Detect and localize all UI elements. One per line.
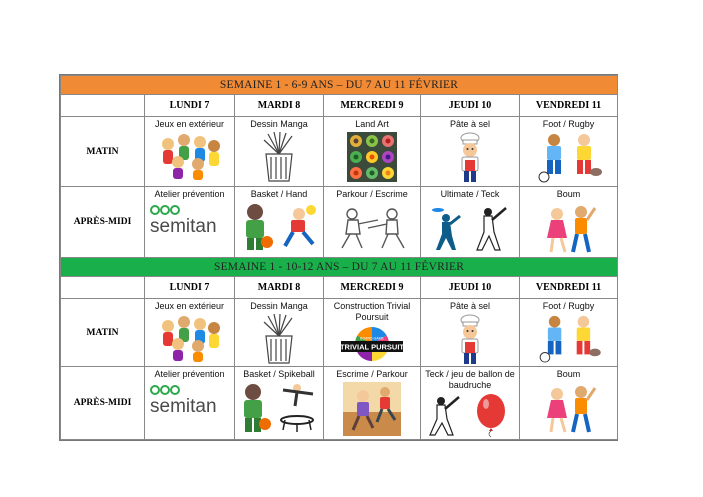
activity-label: Escrime / Parkour: [336, 369, 408, 379]
activity-cell: [520, 117, 618, 187]
activity-label: Land Art: [355, 119, 389, 129]
parkour-icon: [343, 382, 401, 436]
activity-label: Jeux en extérieur: [154, 301, 225, 311]
activity-label: Dessin Manga: [250, 119, 308, 129]
activity-cell: [145, 117, 235, 187]
activity-cell: [421, 117, 520, 187]
land-art-mosaic-icon: [347, 132, 397, 182]
activity-cell: [235, 367, 324, 440]
semitan-logo: [148, 382, 232, 416]
football-players-icon: [534, 132, 604, 184]
activity-cell: [145, 299, 235, 367]
activity-label: Teck / jeu de ballon de baudruche: [425, 369, 515, 390]
activity-cell: [421, 187, 520, 258]
row-label-apres-midi: APRÈS-MIDI: [61, 367, 145, 440]
row-label-matin: MATIN: [61, 299, 145, 367]
activity-cell: [324, 367, 421, 440]
activity-label: Pâte à sel: [449, 119, 491, 129]
activity-label: Parkour / Escrime: [336, 189, 408, 199]
activity-cell: [324, 299, 421, 367]
red-balloon-icon: [425, 393, 515, 437]
activity-cell: [421, 367, 520, 440]
football-players-icon: [534, 314, 604, 364]
day-header: MERCREDI 9: [324, 95, 421, 117]
activity-label: Basket / Spikeball: [243, 369, 315, 379]
chef-boy-icon: [455, 314, 485, 366]
pencil-cup-icon: [256, 132, 302, 182]
empty-corner: [61, 95, 145, 117]
day-header: MARDI 8: [235, 95, 324, 117]
basketball-icon: [237, 202, 321, 254]
week-banner-6-9: SEMAINE 1 - 6-9 ANS – DU 7 AU 11 FÉVRIER: [61, 76, 618, 95]
planning-table: [60, 75, 618, 440]
activity-label: Atelier prévention: [154, 189, 225, 199]
day-header: VENDREDI 11: [520, 95, 618, 117]
day-header: VENDREDI 11: [520, 277, 618, 299]
activity-label: Pâte à sel: [449, 301, 491, 311]
svg-text:semitan: semitan: [149, 216, 217, 236]
ultimate-frisbee-icon: [428, 202, 512, 254]
activity-label: Ultimate / Teck: [440, 189, 500, 199]
activity-label: Boum: [556, 189, 581, 199]
row-label-matin: MATIN: [61, 117, 145, 187]
row-label-apres-midi: APRÈS-MIDI: [61, 187, 145, 258]
trivial-pursuit-logo: [339, 325, 405, 363]
spikeball-icon: [237, 382, 321, 436]
activity-cell: [235, 117, 324, 187]
day-header: MARDI 8: [235, 277, 324, 299]
dancing-kids-icon: [539, 382, 599, 434]
activity-cell: [324, 117, 421, 187]
planning-sheet: [59, 74, 618, 441]
pencil-cup-icon: [256, 314, 302, 364]
day-header: JEUDI 10: [421, 277, 520, 299]
svg-text:TRIVIAL PURSUIT: TRIVIAL PURSUIT: [339, 342, 405, 352]
activity-label: Boum: [556, 369, 581, 379]
activity-label: Basket / Hand: [250, 189, 308, 199]
activity-cell: [520, 367, 618, 440]
week-banner-10-12: SEMAINE 1 - 10-12 ANS – DU 7 AU 11 FÉVRIER: [61, 258, 618, 277]
semitan-logo: [148, 202, 232, 236]
activity-cell: [520, 299, 618, 367]
day-header: LUNDI 7: [145, 95, 235, 117]
svg-text:semitan: semitan: [149, 396, 217, 416]
activity-cell: [145, 187, 235, 258]
activity-label: Construction Trivial Poursuit: [333, 301, 411, 322]
kids-playing-icon: [154, 314, 226, 362]
day-header: LUNDI 7: [145, 277, 235, 299]
activity-label: Dessin Manga: [250, 301, 308, 311]
activity-cell: [520, 187, 618, 258]
day-header: MERCREDI 9: [324, 277, 421, 299]
activity-label: Jeux en extérieur: [154, 119, 225, 129]
dancing-kids-icon: [539, 202, 599, 254]
activity-cell: [324, 187, 421, 258]
day-header: JEUDI 10: [421, 95, 520, 117]
kids-playing-icon: [154, 132, 226, 180]
fencing-icon: [332, 202, 412, 252]
empty-corner: [61, 277, 145, 299]
activity-label: Atelier prévention: [154, 369, 225, 379]
svg-text:BOARD GAME: BOARD GAME: [360, 336, 384, 341]
activity-cell: [235, 299, 324, 367]
activity-label: Foot / Rugby: [542, 301, 595, 311]
chef-boy-icon: [455, 132, 485, 184]
activity-cell: [235, 187, 324, 258]
activity-label: Foot / Rugby: [542, 119, 595, 129]
activity-cell: [421, 299, 520, 367]
activity-cell: [145, 367, 235, 440]
